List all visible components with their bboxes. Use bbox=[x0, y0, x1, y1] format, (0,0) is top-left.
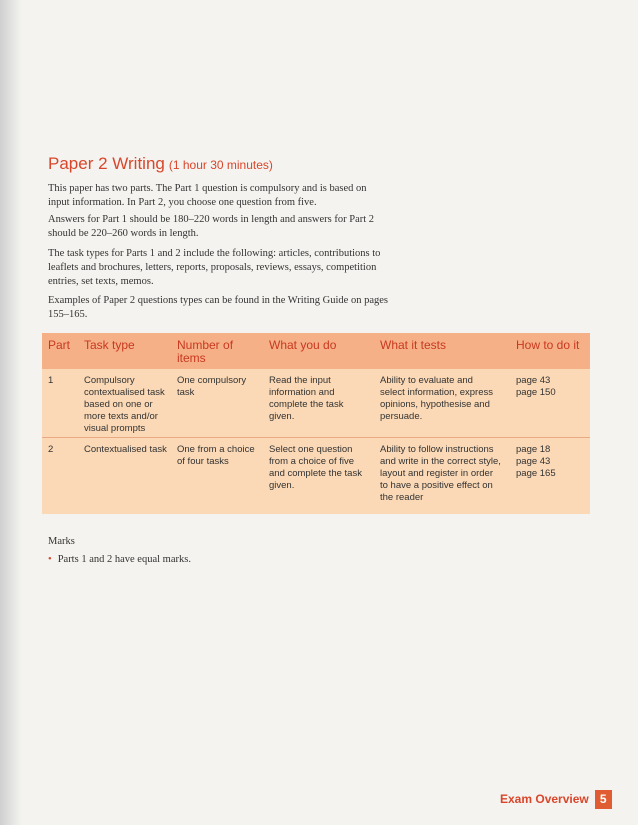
cell-line: page 43 bbox=[516, 456, 551, 467]
cell-line: of four tasks bbox=[177, 456, 229, 467]
cell-what-it-tests bbox=[374, 369, 510, 437]
cell-line: to have a positive effect on bbox=[380, 480, 493, 491]
cell-line: select information, express bbox=[380, 387, 493, 398]
cell-task-type bbox=[78, 369, 171, 437]
cell-items bbox=[171, 438, 263, 514]
text-line: The task types for Parts 1 and 2 include the following: articles, contributions to bbox=[48, 248, 381, 259]
cell-line: page 43 bbox=[516, 375, 551, 386]
page-number: 5 bbox=[595, 790, 612, 809]
table-header-row bbox=[42, 333, 590, 369]
cell-what-it-tests bbox=[374, 438, 510, 514]
page-footer bbox=[500, 790, 612, 808]
task-types-paragraph bbox=[48, 247, 418, 289]
footer-section-title: Exam Overview bbox=[500, 792, 589, 806]
cell-how-to bbox=[510, 438, 590, 514]
header-what-you-do: What you do bbox=[269, 338, 337, 352]
overview-table bbox=[42, 333, 590, 514]
table-row bbox=[42, 438, 590, 514]
page-edge-shadow bbox=[0, 0, 22, 825]
cell-how-to bbox=[510, 369, 590, 437]
text-line: entries, set texts, memos. bbox=[48, 276, 154, 287]
cell-line: given. bbox=[269, 411, 295, 422]
text-line: 155–165. bbox=[48, 309, 88, 320]
cell-line: visual prompts bbox=[84, 423, 146, 434]
cell-line: layout and register in order bbox=[380, 468, 494, 479]
text-line: Examples of Paper 2 questions types can be found in the Writing Guide on pages bbox=[48, 295, 388, 306]
cell-line: opinions, hypothesise and bbox=[380, 399, 490, 410]
header-what-it-tests: What it tests bbox=[380, 338, 447, 352]
cell-line: Ability to follow instructions bbox=[380, 444, 494, 455]
cell-line: given. bbox=[269, 480, 295, 491]
cell-line: based on one or bbox=[84, 399, 153, 410]
cell-part: 1 bbox=[48, 375, 54, 386]
cell-line: the reader bbox=[380, 492, 424, 503]
text-line: This paper has two parts. The Part 1 question is compulsory and is based on bbox=[48, 183, 367, 194]
cell-line: Compulsory bbox=[84, 375, 135, 386]
table-row bbox=[42, 369, 590, 438]
cell-line: page 165 bbox=[516, 468, 556, 479]
cell-line: and write in the correct style, bbox=[380, 456, 501, 467]
text-line: input information. In Part 2, you choose one question from five. bbox=[48, 197, 317, 208]
examples-paragraph bbox=[48, 294, 418, 322]
cell-line: from a choice of five bbox=[269, 456, 355, 467]
header-how-to-do-it: How to do it bbox=[516, 338, 580, 352]
header-number-of-items bbox=[171, 333, 263, 369]
marks-label: Marks bbox=[48, 536, 75, 547]
cell-line: Select one question bbox=[269, 444, 353, 455]
cell-line: One compulsory bbox=[177, 375, 247, 386]
cell-what-you-do bbox=[263, 438, 374, 514]
cell-line: persuade. bbox=[380, 411, 423, 422]
cell-line: page 150 bbox=[516, 387, 556, 398]
cell-line: page 18 bbox=[516, 444, 551, 455]
cell-line: task bbox=[177, 387, 195, 398]
cell-line: Contextualised task bbox=[84, 444, 167, 455]
cell-task-type bbox=[78, 438, 171, 514]
text-line: Answers for Part 1 should be 180–220 words in length and answers for Part 2 bbox=[48, 214, 375, 225]
text-line: leaflets and brochures, letters, reports, proposals, reviews, essays, competition bbox=[48, 262, 377, 273]
cell-line: more texts and/or bbox=[84, 411, 158, 422]
cell-what-you-do bbox=[263, 369, 374, 437]
length-paragraph bbox=[48, 213, 418, 241]
heading-title: Paper 2 Writing bbox=[48, 154, 165, 173]
heading-duration: (1 hour 30 minutes) bbox=[168, 158, 273, 172]
cell-line: complete the task bbox=[269, 399, 344, 410]
cell-line: and complete the task bbox=[269, 468, 362, 479]
cell-line: One from a choice bbox=[177, 444, 255, 455]
marks-bullet-text: Parts 1 and 2 have equal marks. bbox=[57, 554, 191, 565]
cell-line: information and bbox=[269, 387, 335, 398]
header-line: items bbox=[177, 351, 206, 365]
bullet-icon: • bbox=[48, 554, 52, 565]
marks-bullet-item bbox=[48, 554, 191, 565]
header-line: Number of bbox=[177, 338, 234, 352]
intro-paragraph bbox=[48, 182, 418, 210]
cell-line: Ability to evaluate and bbox=[380, 375, 473, 386]
section-heading bbox=[48, 154, 273, 174]
cell-line: contextualised task bbox=[84, 387, 165, 398]
text-line: should be 220–260 words in length. bbox=[48, 228, 199, 239]
cell-line: Read the input bbox=[269, 375, 331, 386]
cell-items bbox=[171, 369, 263, 437]
header-task-type: Task type bbox=[84, 338, 135, 352]
cell-part: 2 bbox=[48, 444, 54, 455]
header-part: Part bbox=[48, 338, 71, 352]
